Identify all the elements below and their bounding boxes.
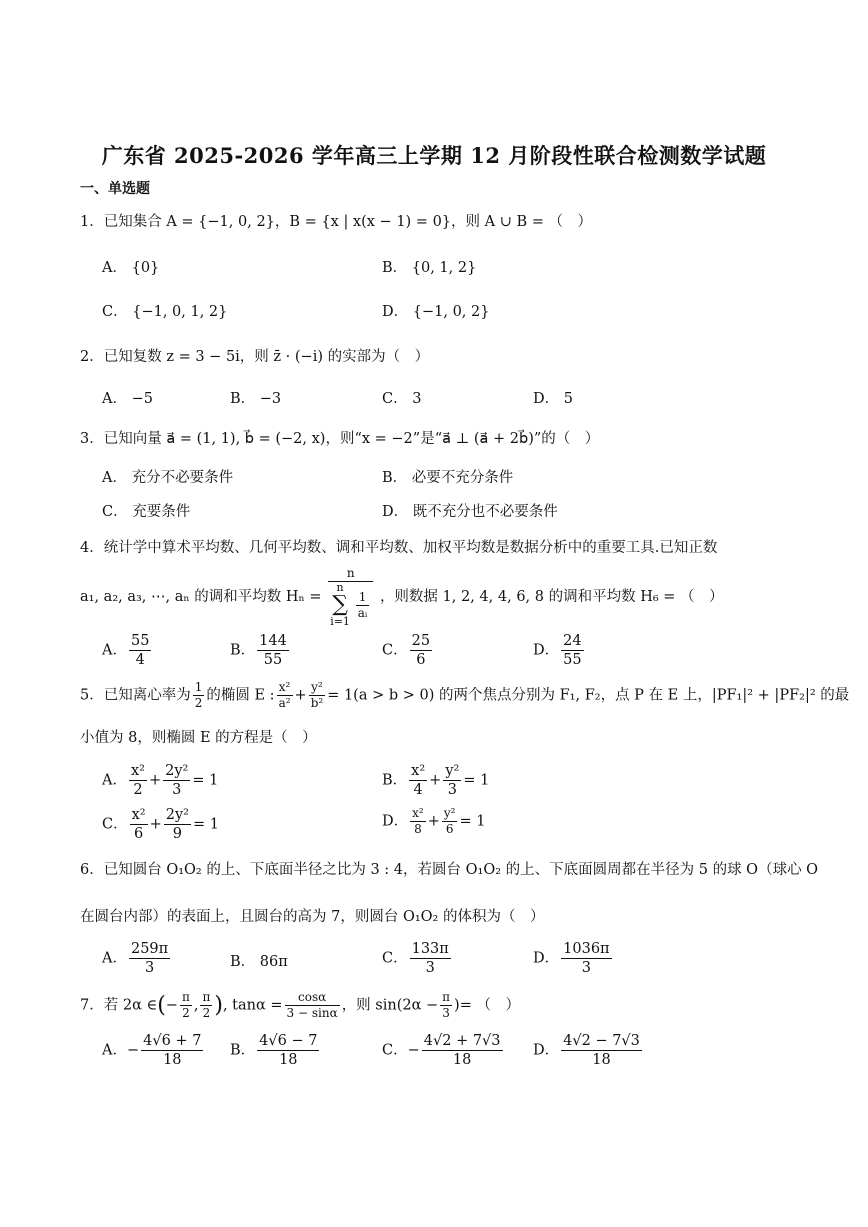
option-c[interactable]: C． $\frac{133\pi}{3}$ [382, 941, 449, 977]
page-title: 广东省 2025-2026 学年高三上学期 12 月阶段性联合检测数学试题 [101, 143, 767, 168]
option-a[interactable]: A． −5 [102, 391, 153, 407]
option-d[interactable]: D． {−1, 0, 2} [382, 304, 490, 320]
question-number: 6． [80, 862, 104, 878]
hn-lhs: Hₙ = [285, 589, 322, 606]
stem-text: 统计学中算术平均数、几何平均数、调和平均数、加权平均数是数据分析中的重要工具.已知正数 [103, 540, 718, 556]
option-c[interactable]: C． 3 [382, 391, 422, 407]
stem-text: 已知复数 z = 3 − 5i，则 z̄ · (−i) 的实部为（ ） [103, 349, 430, 365]
stem-text: ， [274, 214, 290, 230]
question-7-stem: 7．若 2α ∈(− $\frac{\pi}{2}$ , $\frac{\pi}{2}$ ), tanα = $\frac{\cos\alpha}{3 - \sin\alpha}$ ，则 sin(2α − $\frac{\pi}{3}$ )= （ ） [80, 990, 520, 1020]
eccentricity: $\frac{1}{2}$ [194, 680, 203, 710]
question-number: 3． [80, 431, 104, 447]
sum-symbol: n ∑ i=1 [330, 581, 350, 629]
option-b[interactable]: B． {0, 1, 2} [382, 260, 477, 276]
option-b[interactable]: B． $\frac{\text{x²}}{4}$ + $\frac{\text{y²}}{3}$ = 1 [382, 763, 490, 799]
stem-text: ，则 A ∪ B = （ ） [451, 214, 593, 230]
question-1-stem [80, 210, 592, 231]
stem-text: ，则数据 1, 2, 4, 4, 6, 8 的调和平均数 H₆ = （ ） [379, 589, 724, 606]
question-5-stem-line1: 5．已知离心率为 $\frac{1}{2}$ 的椭圆 E : $\frac{\text{x²}}{\text{a²}}$ + $\frac{\text{y²}}{\text{b²}}$ = 1(a > b > 0) 的两个焦点分别为 F₁, F₂，点 P 在 E 上，|PF₁|² + |PF₂|² 的最 [80, 680, 850, 710]
option-a[interactable]: A． 充分不必要条件 [102, 470, 234, 486]
harmonic-formula: n n ∑ i=1 $\frac{1}{\text{aᵢ}}$ [328, 566, 373, 628]
question-2-stem [80, 345, 429, 366]
option-d[interactable]: D． 5 [533, 391, 573, 407]
option-d[interactable]: D． $\frac{4√2 - 7√3}{18}$ [533, 1033, 640, 1069]
option-d[interactable]: D． $\frac{1036\pi}{3}$ [533, 941, 610, 977]
option-a[interactable]: A． $\frac{\text{x²}}{2}$ + $\frac{\text{2y²}}{3}$ = 1 [102, 763, 219, 799]
question-number: 7． [80, 997, 104, 1014]
option-b[interactable]: B． 必要不充分条件 [382, 470, 514, 486]
question-number: 5． [80, 687, 104, 704]
option-a[interactable]: A． $\frac{259\pi}{3}$ [102, 941, 169, 977]
section-heading: 一、单选题 [80, 181, 150, 197]
tan-fraction: $\frac{\cos\alpha}{3 - \sin\alpha}$ [286, 990, 338, 1020]
option-d[interactable]: D． $\frac{24}{55}$ [533, 633, 582, 669]
option-a[interactable]: A． {0} [102, 260, 160, 276]
question-number: 4． [80, 540, 104, 556]
option-b[interactable]: B． $\frac{144}{55}$ [230, 633, 287, 669]
option-d[interactable]: D． 既不充分也不必要条件 [382, 504, 558, 520]
option-c[interactable]: C． $\frac{25}{6}$ [382, 633, 431, 669]
x-term: $\frac{\text{x²}}{\text{a²}}$ [278, 680, 291, 710]
reciprocal: $\frac{1}{\text{aᵢ}}$ [357, 589, 368, 620]
option-c[interactable]: C． {−1, 0, 1, 2} [102, 304, 228, 320]
option-a[interactable]: A． $\frac{55}{4}$ [102, 633, 150, 669]
option-c[interactable]: C． $\frac{\text{x²}}{6}$ + $\frac{\text{2y²}}{9}$ = 1 [102, 807, 219, 843]
option-b[interactable]: B． 86π [230, 954, 288, 970]
option-d[interactable]: D． $\frac{\text{x²}}{8}$ + $\frac{\text{y²}}{6}$ = 1 [382, 806, 486, 836]
stem-text: a₁, a₂, a₃, ⋯, aₙ 的调和平均数 [80, 589, 282, 606]
set-b: B = {x | x(x − 1) = 0} [289, 214, 452, 230]
question-6-stem-line2: 在圆台内部）的表面上，且圆台的高为 7，则圆台 O₁O₂ 的体积为（ ） [80, 909, 545, 925]
question-5-stem-line2: 小值为 8，则椭圆 E 的方程是（ ） [80, 730, 317, 746]
option-c[interactable]: C．− $\frac{4√2 + 7√3}{18}$ [382, 1033, 501, 1069]
question-3-stem [80, 427, 599, 448]
stem-text: 已知集合 [103, 214, 167, 230]
question-4-stem-line2 [80, 566, 724, 628]
option-b[interactable]: B． $\frac{4√6 - 7}{18}$ [230, 1033, 318, 1069]
question-number: 1． [80, 214, 104, 230]
set-a: A = {−1, 0, 2} [166, 214, 275, 230]
option-a[interactable]: A．− $\frac{4√6 + 7}{18}$ [102, 1033, 202, 1069]
question-number: 2． [80, 349, 104, 365]
question-4-stem-line1 [80, 536, 717, 557]
question-6-stem-line1: 6．已知圆台 O₁O₂ 的上、下底面半径之比为 3 : 4，若圆台 O₁O₂ 的上、下底面圆周都在半径为 5 的球 O（球心 O [80, 862, 819, 878]
option-b[interactable]: B． −3 [230, 391, 282, 407]
option-c[interactable]: C． 充要条件 [102, 504, 191, 520]
stem-text: 已知向量 a⃗ = (1, 1), b⃗ = (−2, x)，则“x = −2”是“a⃗ ⊥ (a⃗ + 2b⃗)”的（ ） [103, 431, 600, 447]
y-term: $\frac{\text{y²}}{\text{b²}}$ [310, 680, 324, 710]
